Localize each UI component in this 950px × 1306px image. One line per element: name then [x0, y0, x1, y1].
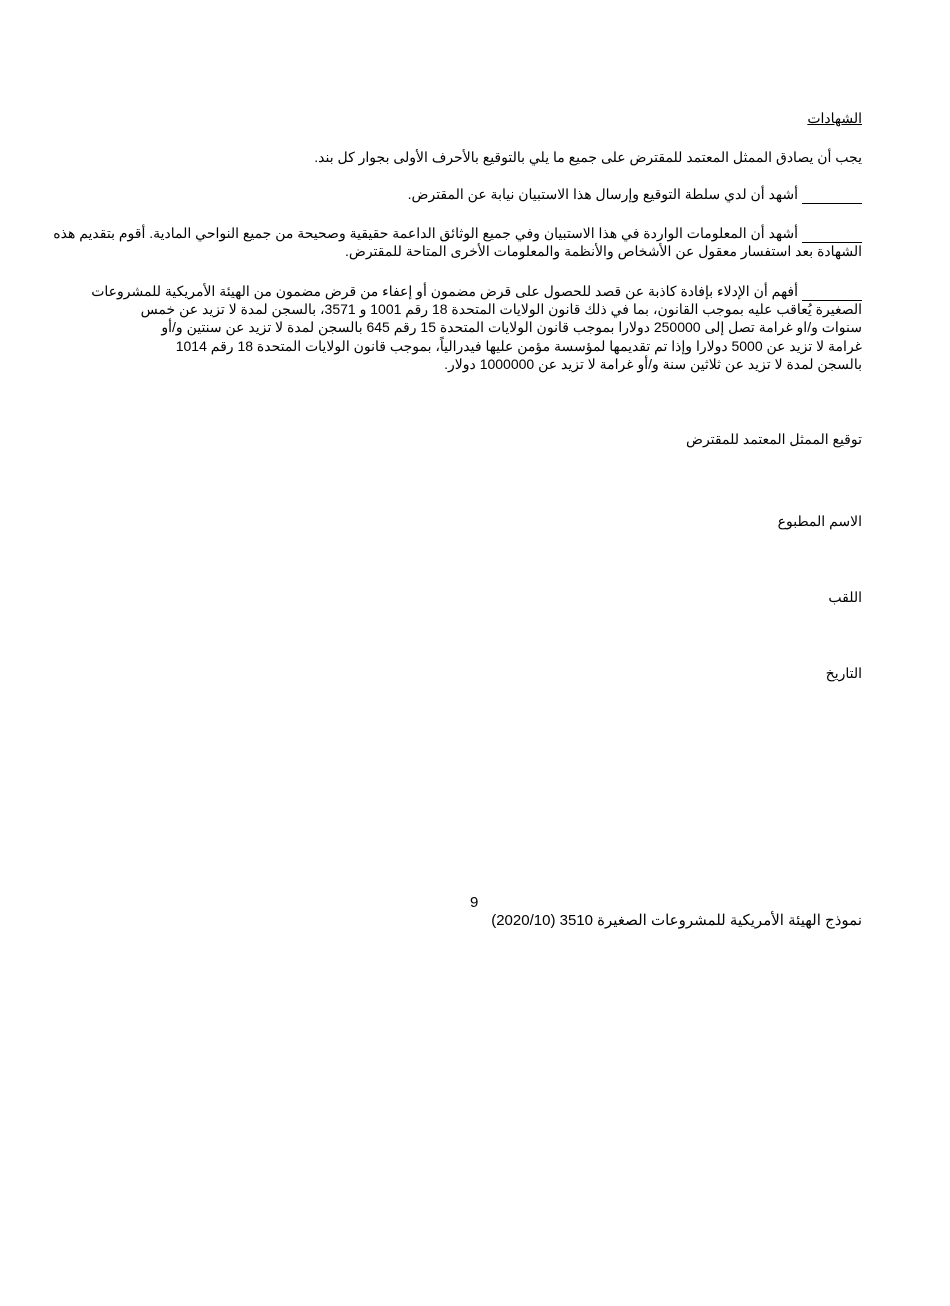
title-label: اللقب [828, 589, 862, 605]
certification-item-2-line: أشهد أن المعلومات الواردة في هذا الاستبيان وفي جميع الوثائق الداعمة حقيقية وصحيحة من جميع النواحي المادية. أقوم بتقديم هذه [53, 225, 798, 241]
certification-item-1: أشهد أن لدي سلطة التوقيع وإرسال هذا الاستبيان نيابة عن المقترض. [407, 186, 798, 202]
certification-item-3-line: سنوات و/او غرامة تصل إلى 250000 دولارا بموجب قانون الولايات المتحدة 15 رقم 645 بالسجن لمدة لا تزيد عن سنتين و/أو [161, 319, 862, 335]
date-label: التاريخ [825, 665, 862, 681]
section-heading: الشهادات [807, 110, 862, 126]
certification-item-3-line: بالسجن لمدة لا تزيد عن ثلاثين سنة و/أو غرامة لا تزيد عن 1000000 دولار. [444, 356, 862, 372]
intro-text: يجب أن يصادق الممثل المعتمد للمقترض على جميع ما يلي بالتوقيع بالأحرف الأولى بجوار كل بند. [314, 149, 862, 165]
certification-item-3-line: غرامة لا تزيد عن 5000 دولارا وإذا تم تقديمها لمؤسسة مؤمن عليها فيدرالياً، بموجب قانون الولايات المتحدة 18 رقم 1014 [175, 338, 862, 354]
printed-name-label: الاسم المطبوع [777, 513, 862, 529]
form-footer: نموذج الهيئة الأمريكية للمشروعات الصغيرة 3510 (2020/10) [491, 912, 862, 929]
initial-blank-1[interactable] [802, 203, 862, 204]
certification-item-3-line: الصغيرة يُعاقب عليه بموجب القانون، بما في ذلك قانون الولايات المتحدة 18 رقم 1001 و 3571، بالسجن لمدة لا تزيد عن خمس [140, 301, 862, 317]
certification-item-2-line: الشهادة بعد استفسار معقول عن الأشخاص والأنظمة والمعلومات الأخرى المتاحة للمقترض. [345, 243, 862, 259]
certification-item-3-line: أفهم أن الإدلاء بإفادة كاذبة عن قصد للحصول على قرض مضمون أو إعفاء من قرض مضمون من الهيئة الأمريكية للمشروعات [91, 283, 798, 299]
signature-label: توقيع الممثل المعتمد للمقترض [686, 431, 862, 447]
page-number: 9 [470, 894, 479, 911]
